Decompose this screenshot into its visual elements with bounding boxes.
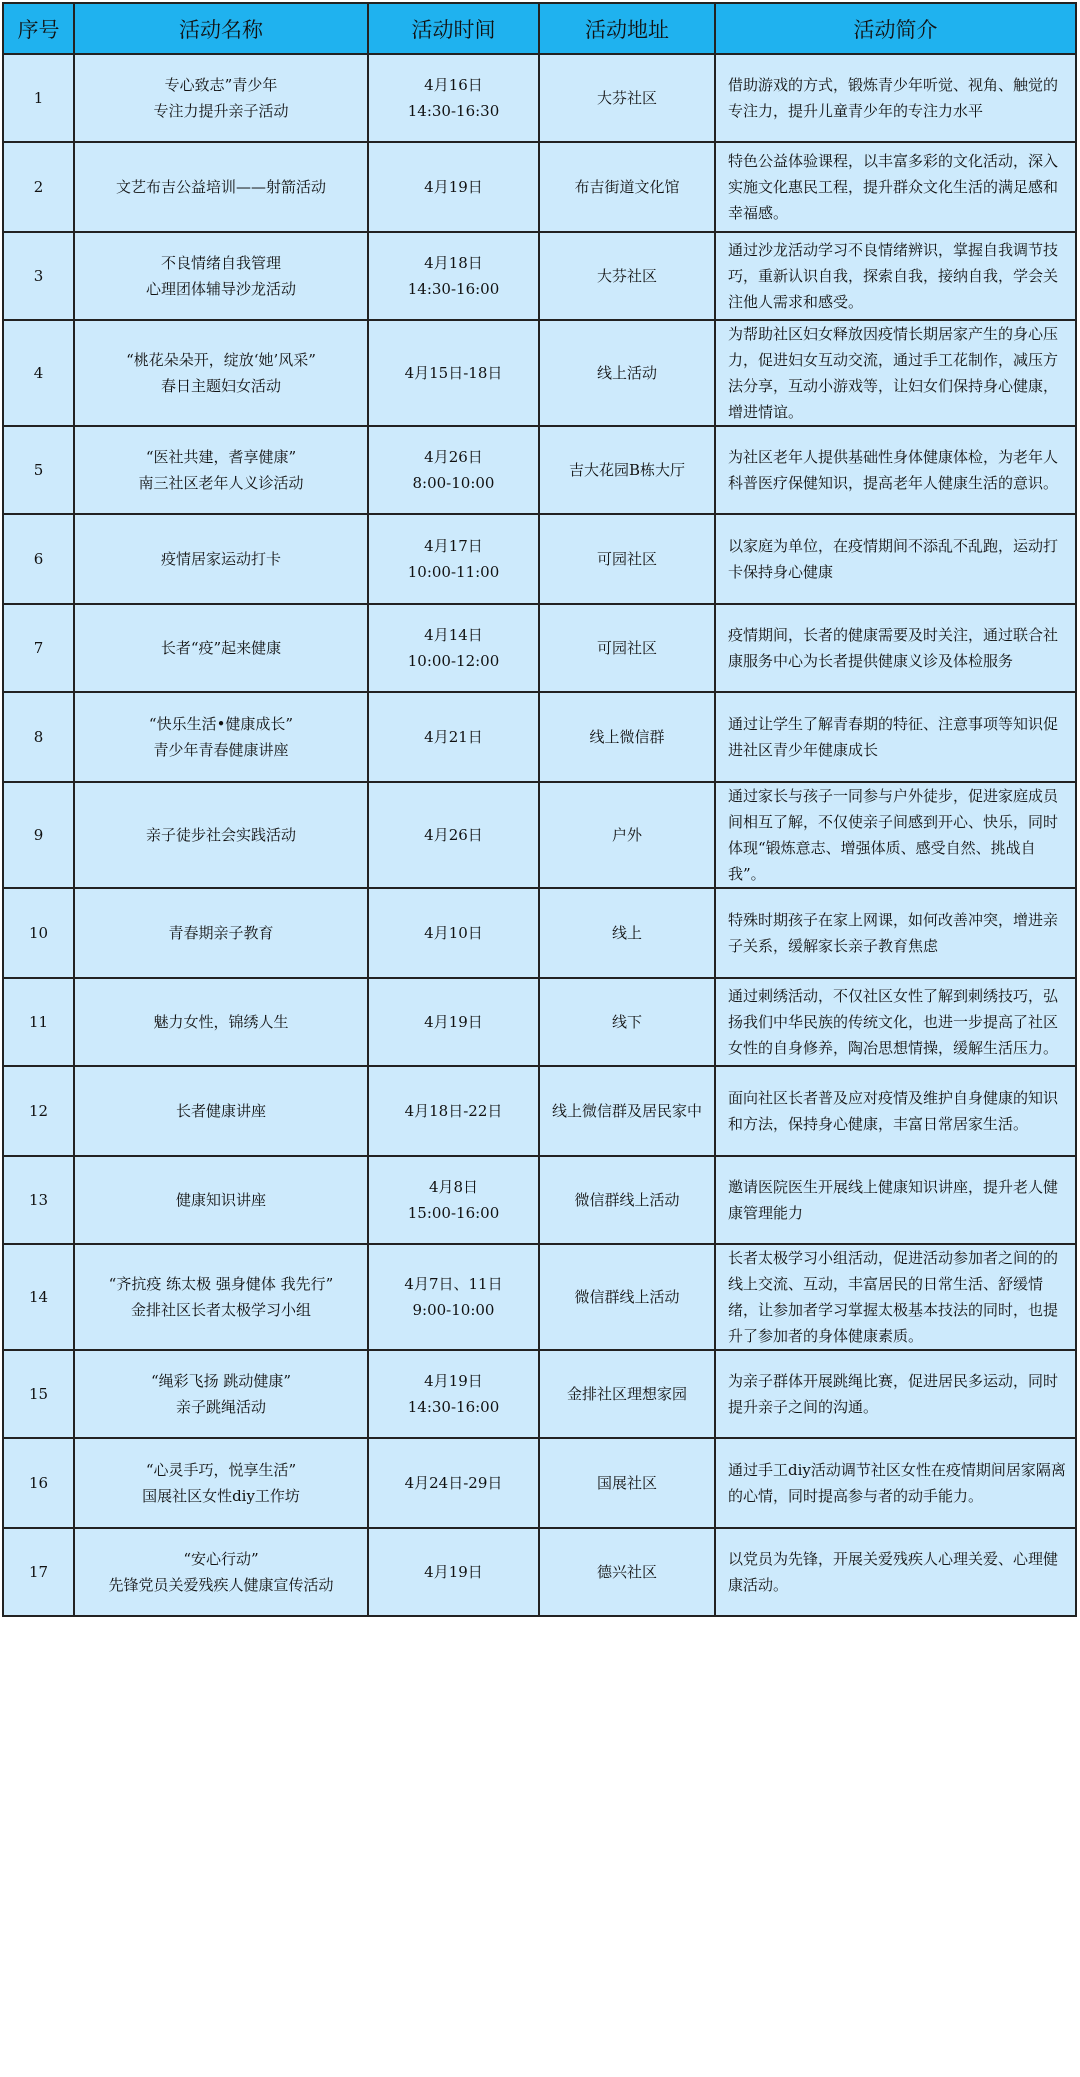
cell-time xyxy=(368,1066,539,1156)
cell-desc: 通过让学生了解青春期的特征、注意事项等知识促进社区青少年健康成长 xyxy=(715,692,1076,782)
cell-name-line: 疫情居家运动打卡 xyxy=(160,550,281,568)
cell-no: 13 xyxy=(3,1156,74,1244)
cell-name xyxy=(74,1438,368,1528)
header-row xyxy=(3,3,1076,54)
cell-time xyxy=(368,1350,539,1438)
cell-time xyxy=(368,320,539,426)
cell-time-line: 4月10日 xyxy=(424,924,483,942)
cell-no: 2 xyxy=(3,142,74,232)
cell-name-line: “快乐生活•健康成长” xyxy=(148,715,294,733)
cell-name-line: 心理团体辅导沙龙活动 xyxy=(145,280,296,298)
cell-place: 户外 xyxy=(539,782,715,888)
cell-no: 1 xyxy=(3,54,74,142)
cell-no: 9 xyxy=(3,782,74,888)
cell-time-line: 10:00-11:00 xyxy=(407,563,500,581)
cell-desc: 以党员为先锋，开展关爱残疾人心理关爱、心理健康活动。 xyxy=(715,1528,1076,1616)
cell-name-line: 健康知识讲座 xyxy=(175,1191,266,1209)
cell-name-line: “绳彩飞扬 跳动健康” xyxy=(150,1372,292,1390)
cell-name-line: 文艺布吉公益培训——射箭活动 xyxy=(115,178,326,196)
cell-name xyxy=(74,426,368,514)
cell-no: 12 xyxy=(3,1066,74,1156)
cell-desc: 特色公益体验课程，以丰富多彩的文化活动，深入实施文化惠民工程，提升群众文化生活的满足感和幸福感。 xyxy=(715,142,1076,232)
cell-name-line: 魅力女性，锦绣人生 xyxy=(153,1013,289,1031)
table-row xyxy=(3,54,1076,142)
table-row xyxy=(3,426,1076,514)
cell-no: 5 xyxy=(3,426,74,514)
cell-time-line: 4月24日-29日 xyxy=(404,1474,503,1492)
cell-name-line: 亲子跳绳活动 xyxy=(175,1398,266,1416)
cell-name xyxy=(74,514,368,604)
table-row xyxy=(3,1438,1076,1528)
cell-place: 布吉街道文化馆 xyxy=(539,142,715,232)
cell-place: 国展社区 xyxy=(539,1438,715,1528)
cell-name xyxy=(74,1244,368,1350)
cell-name-line: 南三社区老年人义诊活动 xyxy=(138,474,304,492)
cell-time-line: 4月14日 xyxy=(424,626,483,644)
cell-no: 6 xyxy=(3,514,74,604)
cell-desc: 以家庭为单位，在疫情期间不添乱不乱跑，运动打卡保持身心健康 xyxy=(715,514,1076,604)
cell-name-line: 春日主题妇女活动 xyxy=(160,377,281,395)
table-row xyxy=(3,1528,1076,1616)
cell-name xyxy=(74,232,368,320)
cell-time-line: 4月17日 xyxy=(424,537,483,555)
cell-desc: 通过刺绣活动，不仅社区女性了解到刺绣技巧，弘扬我们中华民族的传统文化，也进一步提高了社区女性的自身修养，陶冶思想情操，缓解生活压力。 xyxy=(715,978,1076,1066)
cell-time xyxy=(368,1156,539,1244)
activity-table xyxy=(2,2,1077,1617)
cell-place: 大芬社区 xyxy=(539,54,715,142)
cell-time-line: 14:30-16:00 xyxy=(407,1398,500,1416)
cell-time-line: 4月18日-22日 xyxy=(404,1102,503,1120)
cell-place: 吉大花园B栋大厅 xyxy=(539,426,715,514)
cell-name xyxy=(74,1066,368,1156)
cell-no: 14 xyxy=(3,1244,74,1350)
cell-name-line: 不良情绪自我管理 xyxy=(160,254,281,272)
cell-time-line: 15:00-16:00 xyxy=(407,1204,500,1222)
cell-time-line: 4月15日-18日 xyxy=(404,364,503,382)
cell-no: 7 xyxy=(3,604,74,692)
cell-name-line: 长者健康讲座 xyxy=(175,1102,266,1120)
table-body xyxy=(3,54,1076,1616)
cell-time-line: 4月26日 xyxy=(424,448,483,466)
cell-name-line: 长者“疫”起来健康 xyxy=(160,639,282,657)
cell-place: 微信群线上活动 xyxy=(539,1156,715,1244)
cell-name-line: “桃花朵朵开，绽放‘她’风采” xyxy=(126,351,316,369)
cell-desc: 长者太极学习小组活动，促进活动参加者之间的的线上交流、互动，丰富居民的日常生活、舒缓情绪，让参加者学习掌握太极基本技法的同时，也提升了参加者的身体健康素质。 xyxy=(715,1244,1076,1350)
table-row xyxy=(3,888,1076,978)
cell-time-line: 4月19日 xyxy=(424,1013,483,1031)
cell-name-line: “心灵手巧，悦享生活” xyxy=(145,1461,297,1479)
table-row xyxy=(3,232,1076,320)
cell-time xyxy=(368,978,539,1066)
cell-name xyxy=(74,1156,368,1244)
cell-desc: 通过家长与孩子一同参与户外徒步，促进家庭成员间相互了解，不仅使亲子间感到开心、快乐，同时体现“锻炼意志、增强体质、感受自然、挑战自我”。 xyxy=(715,782,1076,888)
cell-place: 线上微信群 xyxy=(539,692,715,782)
cell-time xyxy=(368,782,539,888)
cell-place: 线上活动 xyxy=(539,320,715,426)
cell-place: 可园社区 xyxy=(539,514,715,604)
cell-time-line: 9:00-10:00 xyxy=(412,1301,495,1319)
cell-name-line: “安心行动” xyxy=(183,1550,259,1568)
cell-place: 金排社区理想家园 xyxy=(539,1350,715,1438)
table-row xyxy=(3,978,1076,1066)
cell-time xyxy=(368,888,539,978)
cell-name xyxy=(74,1350,368,1438)
table-row xyxy=(3,604,1076,692)
cell-name xyxy=(74,782,368,888)
cell-no: 11 xyxy=(3,978,74,1066)
cell-time-line: 4月21日 xyxy=(424,728,483,746)
cell-time xyxy=(368,1528,539,1616)
header-name: 活动名称 xyxy=(74,3,368,54)
cell-time xyxy=(368,54,539,142)
cell-name xyxy=(74,54,368,142)
cell-name-line: 亲子徒步社会实践活动 xyxy=(145,826,296,844)
cell-time xyxy=(368,142,539,232)
cell-place: 德兴社区 xyxy=(539,1528,715,1616)
cell-desc: 邀请医院医生开展线上健康知识讲座，提升老人健康管理能力 xyxy=(715,1156,1076,1244)
cell-name xyxy=(74,604,368,692)
cell-time-line: 4月26日 xyxy=(424,826,483,844)
cell-name-line: 金排社区长者太极学习小组 xyxy=(130,1301,311,1319)
cell-name xyxy=(74,320,368,426)
cell-time-line: 4月19日 xyxy=(424,178,483,196)
cell-place: 微信群线上活动 xyxy=(539,1244,715,1350)
table-row xyxy=(3,514,1076,604)
cell-name-line: 专注力提升亲子活动 xyxy=(153,102,289,120)
cell-name xyxy=(74,1528,368,1616)
table-row xyxy=(3,1066,1076,1156)
cell-name-line: 青春期亲子教育 xyxy=(168,924,274,942)
activity-table-container xyxy=(2,2,1078,1617)
cell-desc: 面向社区长者普及应对疫情及维护自身健康的知识和方法，保持身心健康，丰富日常居家生活。 xyxy=(715,1066,1076,1156)
cell-desc: 通过沙龙活动学习不良情绪辨识，掌握自我调节技巧，重新认识自我，探索自我，接纳自我，学会关注他人需求和感受。 xyxy=(715,232,1076,320)
cell-desc: 借助游戏的方式，锻炼青少年听觉、视角、触觉的专注力，提升儿童青少年的专注力水平 xyxy=(715,54,1076,142)
cell-time-line: 4月8日 xyxy=(428,1178,479,1196)
table-row xyxy=(3,782,1076,888)
table-row xyxy=(3,1350,1076,1438)
cell-time xyxy=(368,1438,539,1528)
table-row xyxy=(3,1244,1076,1350)
cell-time-line: 4月18日 xyxy=(424,254,483,272)
table-row xyxy=(3,1156,1076,1244)
table-row xyxy=(3,320,1076,426)
cell-name-line: 青少年青春健康讲座 xyxy=(153,741,289,759)
header-no: 序号 xyxy=(3,3,74,54)
cell-time-line: 8:00-10:00 xyxy=(412,474,495,492)
cell-time-line: 10:00-12:00 xyxy=(407,652,500,670)
cell-time-line: 14:30-16:30 xyxy=(407,102,500,120)
cell-place: 可园社区 xyxy=(539,604,715,692)
cell-no: 8 xyxy=(3,692,74,782)
cell-name xyxy=(74,692,368,782)
cell-name-line: “医社共建，耆享健康” xyxy=(145,448,297,466)
cell-name-line: “齐抗疫 练太极 强身健体 我先行” xyxy=(108,1275,334,1293)
cell-time xyxy=(368,692,539,782)
cell-place: 大芬社区 xyxy=(539,232,715,320)
cell-desc: 通过手工diy活动调节社区女性在疫情期间居家隔离的心情，同时提高参与者的动手能力。 xyxy=(715,1438,1076,1528)
cell-time xyxy=(368,232,539,320)
cell-place: 线下 xyxy=(539,978,715,1066)
table-row xyxy=(3,692,1076,782)
cell-no: 3 xyxy=(3,232,74,320)
cell-desc: 为亲子群体开展跳绳比赛，促进居民多运动，同时提升亲子之间的沟通。 xyxy=(715,1350,1076,1438)
cell-time-line: 4月19日 xyxy=(424,1372,483,1390)
cell-time-line: 4月7日、11日 xyxy=(404,1275,503,1293)
cell-desc: 为社区老年人提供基础性身体健康体检，为老年人科普医疗保健知识，提高老年人健康生活的意识。 xyxy=(715,426,1076,514)
cell-no: 4 xyxy=(3,320,74,426)
cell-name xyxy=(74,978,368,1066)
cell-place: 线上微信群及居民家中 xyxy=(539,1066,715,1156)
cell-desc: 特殊时期孩子在家上网课，如何改善冲突，增进亲子关系，缓解家长亲子教育焦虑 xyxy=(715,888,1076,978)
cell-no: 10 xyxy=(3,888,74,978)
cell-desc: 为帮助社区妇女释放因疫情长期居家产生的身心压力，促进妇女互动交流，通过手工花制作，减压方法分享，互动小游戏等，让妇女们保持身心健康，增进情谊。 xyxy=(715,320,1076,426)
cell-name-line: 国展社区女性diy工作坊 xyxy=(142,1487,300,1505)
cell-time-line: 4月16日 xyxy=(424,76,483,94)
cell-desc: 疫情期间，长者的健康需要及时关注，通过联合社康服务中心为长者提供健康义诊及体检服务 xyxy=(715,604,1076,692)
cell-time xyxy=(368,1244,539,1350)
cell-name-line: 专心致志”青少年 xyxy=(164,76,278,94)
cell-no: 17 xyxy=(3,1528,74,1616)
cell-no: 15 xyxy=(3,1350,74,1438)
cell-time xyxy=(368,514,539,604)
cell-no: 16 xyxy=(3,1438,74,1528)
header-time: 活动时间 xyxy=(368,3,539,54)
cell-time-line: 4月19日 xyxy=(424,1563,483,1581)
cell-place: 线上 xyxy=(539,888,715,978)
table-row xyxy=(3,142,1076,232)
cell-name xyxy=(74,888,368,978)
header-place: 活动地址 xyxy=(539,3,715,54)
header-desc: 活动简介 xyxy=(715,3,1076,54)
cell-time-line: 14:30-16:00 xyxy=(407,280,500,298)
cell-name-line: 先锋党员关爱残疾人健康宣传活动 xyxy=(108,1576,334,1594)
cell-name xyxy=(74,142,368,232)
cell-time xyxy=(368,604,539,692)
cell-time xyxy=(368,426,539,514)
